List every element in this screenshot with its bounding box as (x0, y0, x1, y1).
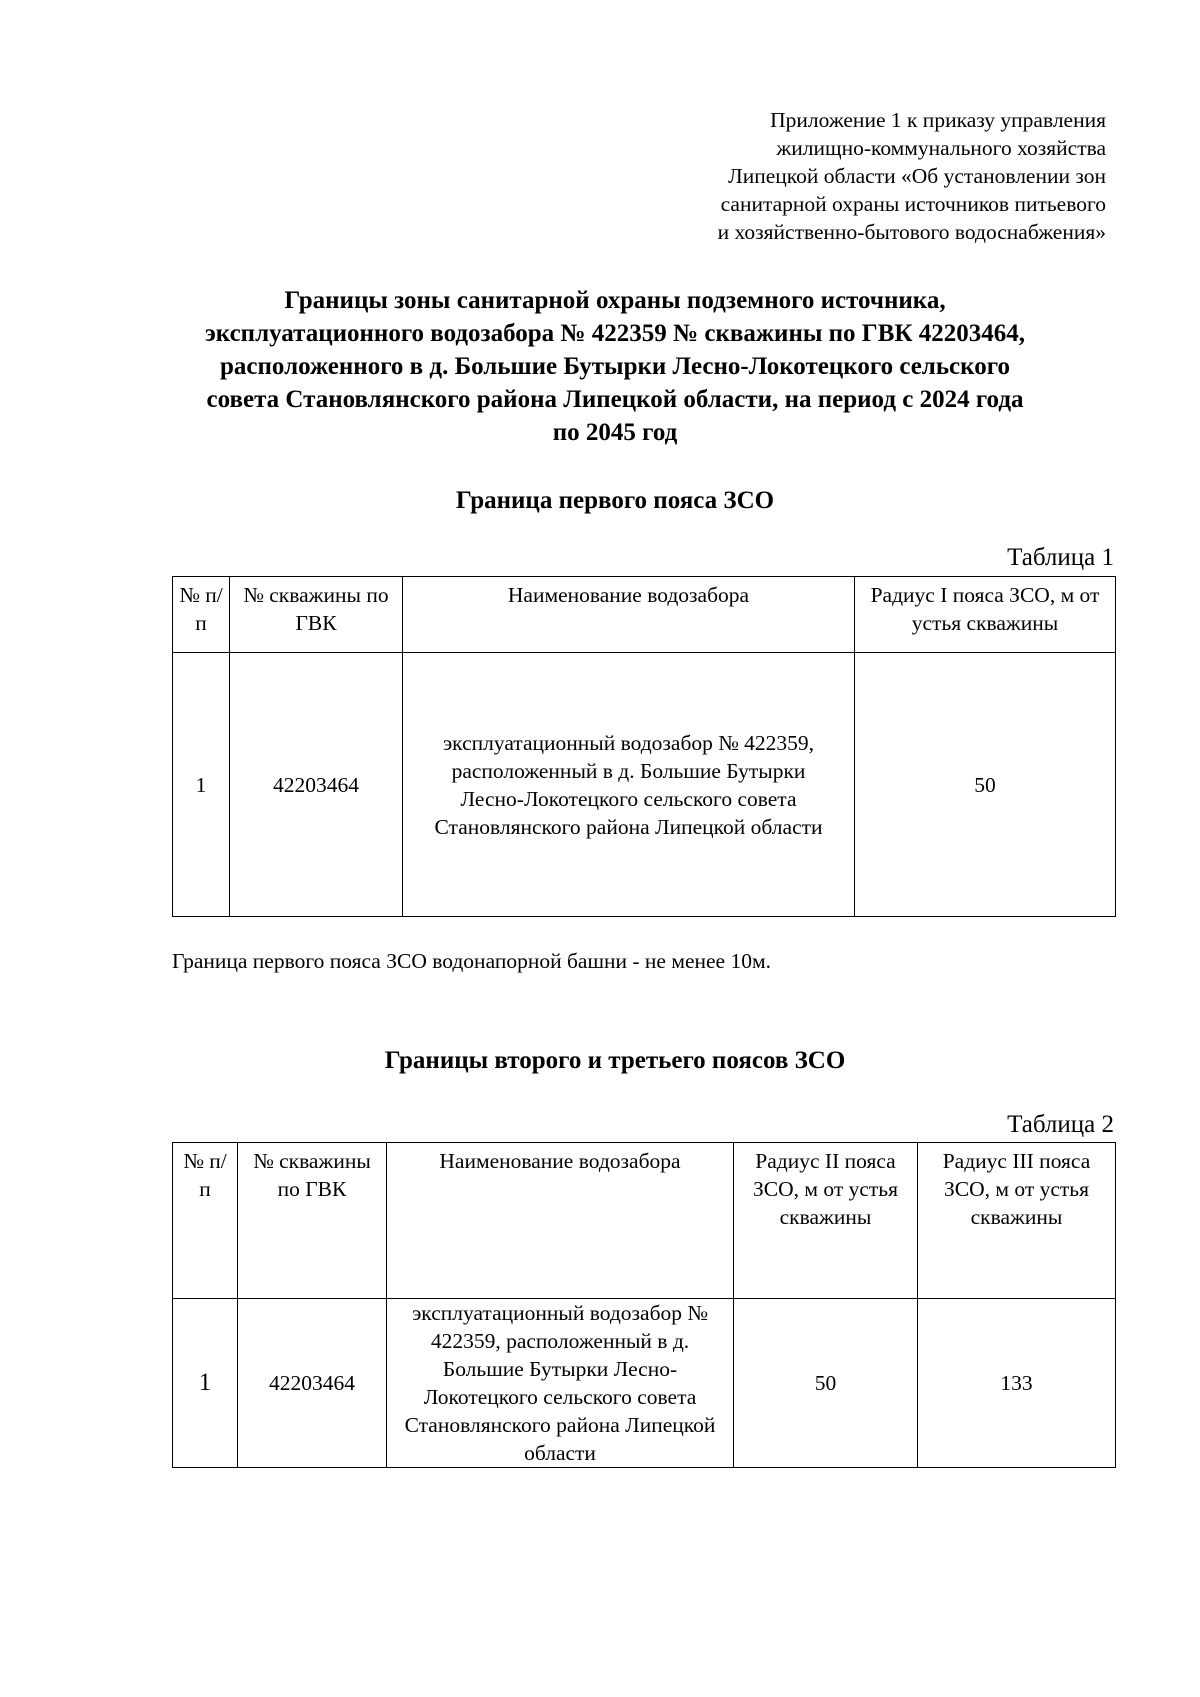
row-number-cell: 1 (173, 1299, 238, 1468)
appendix-line: жилищно-коммунального хозяйства (776, 136, 1106, 160)
appendix-line: Приложение 1 к приказу управления (770, 108, 1106, 132)
section1-note: Граница первого пояса ЗСО водонапорной башни - не менее 10м. (172, 949, 771, 973)
table1-header-cell: № скважины по ГВК (230, 577, 403, 653)
title-line: эксплуатационного водозабора № 422359 № скважины по ГВК 42203464, (204, 320, 1025, 347)
table1-header-cell: Наименование водозабора (403, 577, 855, 653)
section2-heading: Границы второго и третьего поясов ЗСО (384, 1047, 846, 1074)
appendix-line: санитарной охраны источников питьевого (720, 192, 1106, 216)
table1-header-cell: № п/п (173, 577, 230, 653)
table2-header-cell: № п/п (173, 1143, 238, 1299)
intake-name-cell: эксплуатационный водозабор № 422359, расположенный в д. Большие Бутырки Лесно-Локотецкого сельского совета Становлянского района Липецкой области (403, 653, 855, 917)
table2-label: Таблица 2 (1007, 1111, 1114, 1138)
section1-heading: Граница первого пояса ЗСО (455, 487, 775, 514)
table1 (172, 576, 1116, 917)
radius-cell: 50 (855, 653, 1116, 917)
well-number-cell: 42203464 (238, 1299, 387, 1468)
radius-ii-cell: 50 (734, 1299, 918, 1468)
table2-header-cell: Наименование водозабора (387, 1143, 734, 1299)
appendix-line: Липецкой области «Об установлении зон (728, 164, 1106, 188)
radius-iii-cell: 133 (918, 1299, 1116, 1468)
table2-header-row (173, 1143, 1116, 1299)
title-line: расположенного в д. Большие Бутырки Лесно-Локотецкого сельского (220, 353, 1010, 380)
appendix-line: и хозяйственно-бытового водоснабжения» (717, 220, 1106, 244)
table2-header-cell: Радиус III пояса ЗСО, м от устья скважины (918, 1143, 1116, 1299)
table1-header-row (173, 577, 1116, 653)
table-row (173, 1299, 1116, 1468)
row-number-cell: 1 (173, 653, 230, 917)
well-number-cell: 42203464 (230, 653, 403, 917)
intake-name-cell: эксплуатационный водозабор № 422359, расположенный в д. Большие Бутырки Лесно-Локотецкого сельского совета Становлянского района Липецкой области (387, 1299, 734, 1468)
table1-label: Таблица 1 (1007, 544, 1114, 571)
table2-header-cell: Радиус II пояса ЗСО, м от устья скважины (734, 1143, 918, 1299)
table1-header-cell: Радиус I пояса ЗСО, м от устья скважины (855, 577, 1116, 653)
appendix-reference (586, 106, 1106, 246)
table-row (173, 653, 1116, 917)
title-line: по 2045 год (552, 419, 678, 446)
table2-header-cell: № скважины по ГВК (238, 1143, 387, 1299)
title-line: Границы зоны санитарной охраны подземного источника, (284, 287, 946, 314)
title-line: совета Становлянского района Липецкой области, на период с 2024 года (206, 386, 1024, 413)
document-title (150, 284, 1080, 449)
table2 (172, 1142, 1116, 1468)
